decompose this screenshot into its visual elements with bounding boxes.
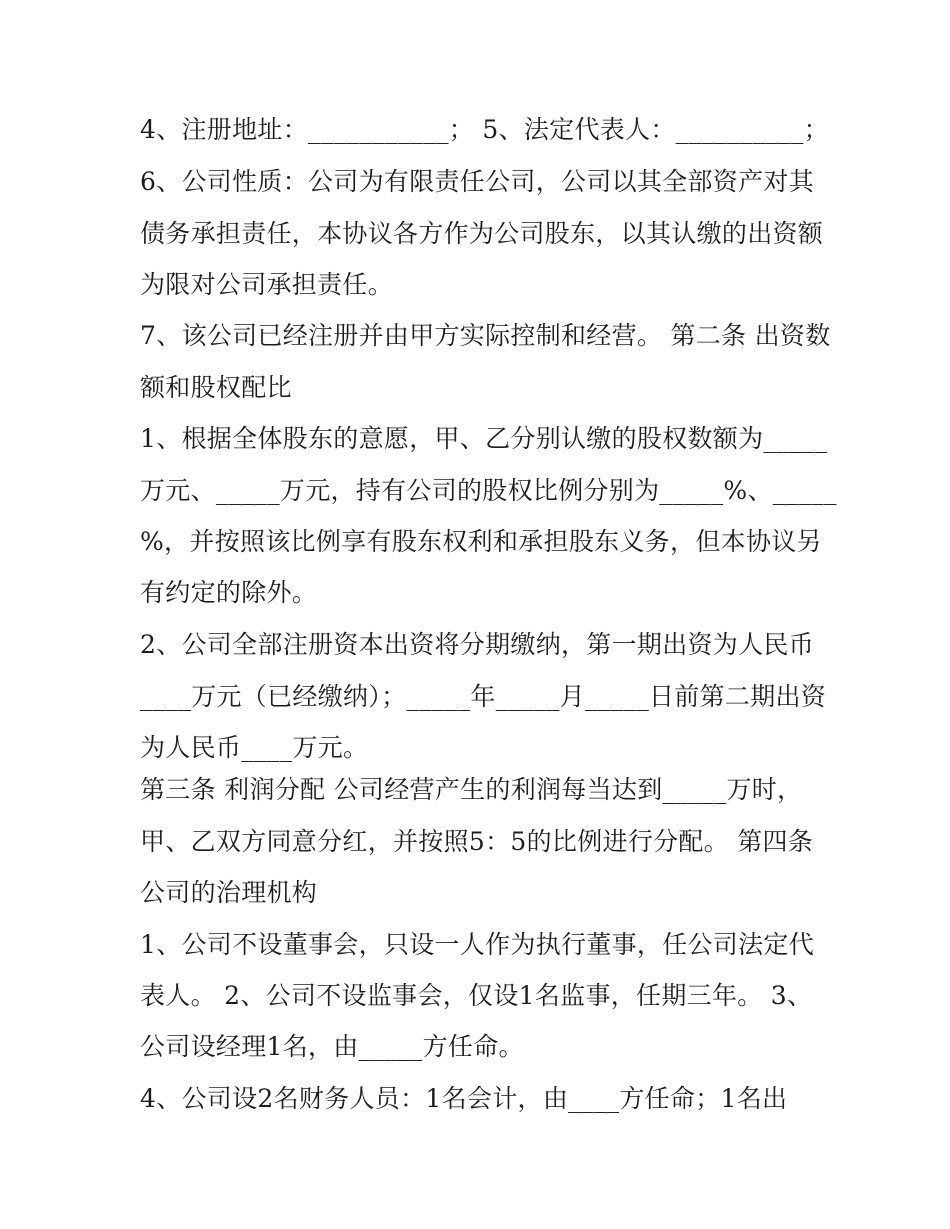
text-line: 公司的治理机构 <box>140 878 318 907</box>
text-line: 公司设经理1名，由_____方任命。 <box>140 1032 524 1061</box>
text-line: 为人民币____万元。 <box>140 733 369 762</box>
text-line: %，并按照该比例享有股东权利和承担股东义务，但本协议另 <box>140 527 822 556</box>
text-line: 1、公司不设董事会，只设一人作为执行董事，任公司法定代 <box>140 930 815 959</box>
text-line: 第三条 利润分配 公司经营产生的利润每当达到_____万时， <box>140 775 803 804</box>
text-line: 有约定的除外。 <box>140 578 318 607</box>
text-line: 2、公司全部注册资本出资将分期缴纳，第一期出资为人民币 <box>140 630 815 659</box>
text-line: 为限对公司承担责任。 <box>140 270 394 299</box>
text-line: 债务承担责任，本协议各方作为公司股东，以其认缴的出资额 <box>140 219 824 248</box>
text-line: 甲、乙双方同意分红，并按照5：5的比例进行分配。 第四条 <box>140 827 814 856</box>
text-line: 7、该公司已经注册并由甲方实际控制和经营。 第二条 出资数 <box>140 321 831 350</box>
text-line: 4、公司设2名财务人员：1名会计，由____方任命；1名出 <box>140 1084 788 1113</box>
text-line: 额和股权配比 <box>140 373 292 402</box>
text-line: 表人。 2、公司不设监事会，仅设1名监事，任期三年。 3、 <box>140 981 813 1010</box>
text-line: 万元、_____万元，持有公司的股权比例分别为_____%、_____ <box>140 476 837 505</box>
text-line: 6、公司性质：公司为有限责任公司，公司以其全部资产对其 <box>140 167 815 196</box>
text-line: 1、根据全体股东的意愿，甲、乙分别认缴的股权数额为_____ <box>140 424 828 453</box>
text-line: 4、注册地址：___________； 5、法定代表人：__________； <box>140 115 829 144</box>
text-line: ____万元（已经缴纳）；_____年_____月_____日前第二期出资 <box>140 682 827 711</box>
